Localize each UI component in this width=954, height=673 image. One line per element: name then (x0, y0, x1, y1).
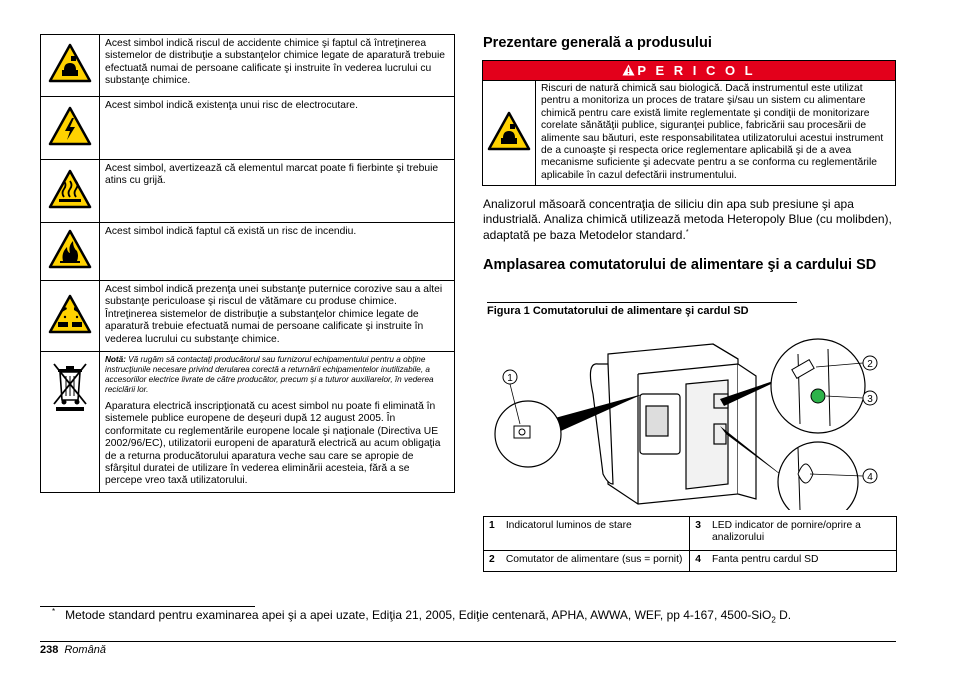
danger-header (482, 60, 896, 80)
note-label: Notă: (105, 355, 126, 364)
symbol-cell (41, 35, 100, 97)
legend-label: Indicatorul luminos de stare (501, 517, 690, 551)
paragraph-text: Analizorul măsoară concentraţia de siliciu din apa sub presiune şi apa industrială. Analiza chimică utilizează metoda Heteropoly Blue (cu molibden), adaptată pe baza Metodelor standard. (483, 197, 892, 242)
figure-caption: Figura 1 Comutatorului de alimentare şi cardul SD (487, 302, 797, 317)
symbol-description: Acest simbol indică existenţa unui risc de electrocutare. (100, 97, 455, 160)
zoom-sd-slot (778, 442, 858, 510)
danger-label: P E R I C O L (637, 63, 756, 78)
legend-number: 1 (484, 517, 501, 551)
symbol-description: Acest simbol indică riscul de accidente chimice şi faptul că întreţinerea sistemelor de distribuţie a substanţelor chimice legate de aparatură trebuie efectuată numai de persoane calificate şi instruite în vederea lucrului cu substanţe chimice. (100, 35, 455, 97)
weee-bin-icon (52, 360, 88, 412)
table-row (41, 160, 455, 223)
legend-label: Comutator de alimentare (sus = pornit) (501, 550, 690, 571)
legend-number: 3 (690, 517, 707, 551)
symbol-description: Acest simbol indică prezenţa unei substanţe puternice corozive sau a altei substanţe periculoase şi riscul de vătămare cu produse chimice. Întreţinerea sistemelor de distribuţie a substanţelor chimice legate de aparatură trebuie efectuată numai de persoane calificate şi instruite în vederea lucrului cu substanţe chimice. (100, 281, 455, 352)
danger-icon-cell (483, 81, 536, 186)
footnote (40, 607, 900, 624)
symbol-cell (41, 223, 100, 281)
analyzer-figure (488, 334, 888, 510)
table-row (41, 97, 455, 160)
table-row (41, 352, 455, 493)
legend-label: Fanta pentru cardul SD (707, 550, 896, 571)
weee-text: Aparatura electrică inscripţionată cu acest simbol nu poate fi eliminată în sistemele publice europene de deşeuri după 12 august 2005. În conformitate cu reglementările europene locale şi naţionale (Directiva UE 2002/96/EC), utilizatorii europeni de aparatură electrică au acum obligaţia de a returna producătorului aparatura veche sau care se apropie de sfârşitul duratei de utilizare în vederea eliminării acesteia, fără a se percepe vreo taxă utilizatorului. (105, 401, 441, 487)
symbol-cell (41, 281, 100, 352)
table-row (484, 550, 897, 571)
table-row (483, 81, 896, 186)
corrosive-icon (48, 294, 92, 334)
safety-symbols-table (40, 34, 455, 493)
footnote-subscript: 2 (771, 615, 776, 625)
symbol-cell (41, 160, 100, 223)
footnote-ref: * (685, 229, 689, 236)
footer-language: Română (64, 644, 106, 656)
page-footer (40, 644, 106, 656)
symbol-cell (41, 97, 100, 160)
footnote-mark: * (52, 607, 56, 616)
legend-number: 4 (690, 550, 707, 571)
symbol-description: Acest simbol, avertizează că elementul marcat poate fi fierbinte şi trebuie atins cu grijă. (100, 160, 455, 223)
callout-2: 2 (867, 359, 873, 370)
symbol-cell (41, 352, 100, 493)
table-row (41, 223, 455, 281)
note-text: Vă rugăm să contactaţi producătorul sau furnizorul echipamentului pentru a obţine instrucţiunile necesare privind derularea corectă a returnării echipamentelor inutilizabile, a accesoriilor electrice livrate de către producător, precum şi a tuturor auxiliarelor, în vederea reciclării lor. (105, 355, 434, 394)
chemical-hazard-icon (48, 43, 92, 83)
led-indicator (811, 389, 825, 403)
footer-rule (40, 641, 896, 642)
figure-legend-table (483, 516, 897, 572)
warning-triangle-icon (622, 64, 635, 76)
callout-3: 3 (867, 394, 873, 405)
callout-1: 1 (507, 373, 513, 384)
footnote-text-end: D. (775, 608, 792, 622)
danger-table (482, 80, 896, 186)
footnote-text: Metode standard pentru examinarea apei şi a apei uzate, Ediţia 21, 2005, Ediţie centenară, APHA, AWWA, WEF, pp 4-167, 4500-SiO (65, 608, 772, 622)
danger-box (482, 60, 896, 186)
section-title-overview: Prezentare generală a produsului (483, 35, 712, 51)
symbol-description: Acest simbol indică faptul că există un risc de incendiu. (100, 223, 455, 281)
page-number: 238 (40, 644, 59, 656)
legend-label: LED indicator de pornire/oprire a analizorului (707, 517, 896, 551)
chemical-hazard-icon (487, 111, 531, 151)
weee-note (105, 355, 449, 395)
section-title-switch-sd: Amplasarea comutatorului de alimentare şi a cardului SD (483, 257, 877, 273)
callout-4: 4 (867, 472, 873, 483)
analyzer-cabinet (590, 344, 756, 504)
weee-description (100, 352, 455, 493)
zoom-power-switch (771, 339, 865, 433)
table-row (41, 35, 455, 97)
fire-hazard-icon (48, 229, 92, 269)
legend-number: 2 (484, 550, 501, 571)
table-row (484, 517, 897, 551)
hot-surface-icon (48, 169, 92, 209)
danger-text: Riscuri de natură chimică sau biologică. Dacă instrumentul este utilizat pentru a monitoriza un proces de tratare şi/sau un sistem cu alimentare chimică pentru care există limite reglementate şi condiţii de monitorizare corelate sănătăţii publice, siguranţei publice, fabricării sau procesării de alimente sau băuturi, este responsabilitatea utilizatorului acestui instrument de a cunoaşte şi respecta orice reglementare aplicabilă şi de a avea mecanisme suficiente şi adecvate pentru a se conforma cu reglementările aplicabile în cazul defectării instrumentului. (536, 81, 896, 186)
table-row (41, 281, 455, 352)
electrocution-hazard-icon (48, 106, 92, 146)
analyzer-paragraph (483, 197, 895, 243)
